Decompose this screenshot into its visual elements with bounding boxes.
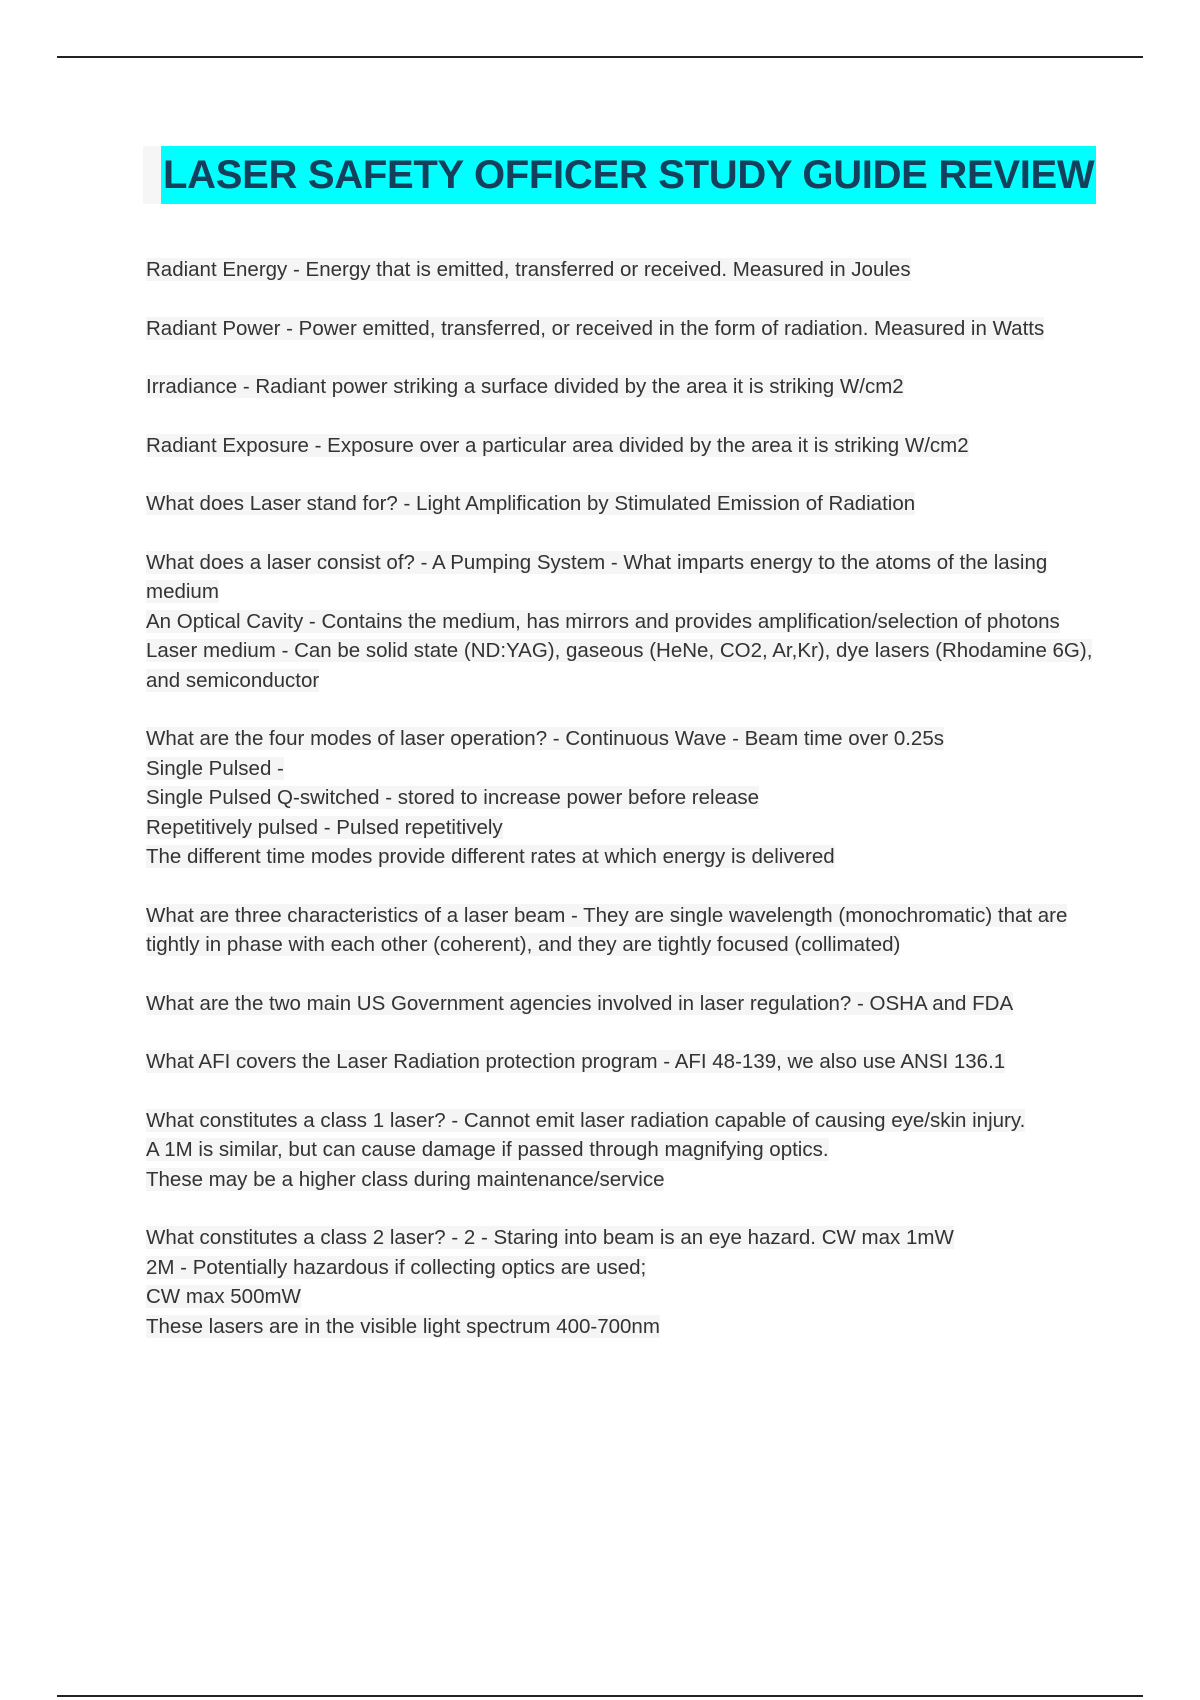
entry-line: Radiant Energy - Energy that is emitted, transferred or received. Measured in Joules [146, 258, 911, 281]
question-beam-characteristics [146, 901, 1096, 960]
bottom-rule [57, 1695, 1143, 1697]
entry-line: What are the four modes of laser operation? - Continuous Wave - Beam time over 0.25s [146, 727, 944, 750]
entry-line: What are the two main US Government agencies involved in laser regulation? - OSHA and FDA [146, 991, 1014, 1015]
question-laser-acronym [146, 489, 1096, 519]
entry-line: An Optical Cavity - Contains the medium, has mirrors and provides amplification/selection of photons [146, 609, 1060, 633]
entry-line: What does Laser stand for? - Light Amplification by Stimulated Emission of Radiation [146, 492, 916, 515]
definition-irradiance [146, 372, 1096, 402]
entry-line: Irradiance - Radiant power striking a surface divided by the area it is striking W/cm2 [146, 375, 904, 398]
entry-line: Single Pulsed Q-switched - stored to increase power before release [146, 786, 760, 809]
question-government-agencies [146, 989, 1096, 1019]
entry-line: Laser medium - Can be solid state (ND:YAG), gaseous (HeNe, CO2, Ar,Kr), dye lasers (Rhodamine 6G), and semiconductor [146, 639, 1093, 692]
question-laser-components [146, 548, 1096, 696]
top-rule [57, 56, 1143, 58]
entry-line: What constitutes a class 2 laser? - 2 - Staring into beam is an eye hazard. CW max 1mW [146, 1226, 954, 1249]
question-afi-program [146, 1047, 1096, 1077]
entry-line: Repetitively pulsed - Pulsed repetitively [146, 815, 503, 839]
entry-line: What are three characteristics of a laser beam - They are single wavelength (monochromatic) that are tightly in phase with each other (coherent), and they are tightly focused (collimated) [146, 903, 1068, 956]
entry-line: These may be a higher class during maintenance/service [146, 1167, 665, 1191]
entry-line: Radiant Power - Power emitted, transferred, or received in the form of radiation. Measured in Watts [146, 316, 1045, 340]
entry-line: What AFI covers the Laser Radiation protection program - AFI 48-139, we also use ANSI 136.1 [146, 1050, 1006, 1073]
entry-line: The different time modes provide different rates at which energy is delivered [146, 845, 835, 868]
entry-line: CW max 500mW [146, 1285, 301, 1308]
definition-radiant-energy [146, 255, 1096, 285]
entry-line: Radiant Exposure - Exposure over a particular area divided by the area it is striking W/cm2 [146, 433, 969, 457]
document-body [146, 255, 1096, 1370]
question-class-1-laser [146, 1106, 1096, 1195]
entry-line: A 1M is similar, but can cause damage if passed through magnifying optics. [146, 1138, 829, 1161]
entry-line: Single Pulsed - [146, 756, 284, 780]
definition-radiant-exposure [146, 431, 1096, 461]
entry-line: What does a laser consist of? - A Pumping System - What imparts energy to the atoms of the lasing medium [146, 550, 1048, 603]
entry-line: 2M - Potentially hazardous if collecting optics are used; [146, 1255, 647, 1279]
entry-line: What constitutes a class 1 laser? - Cannot emit laser radiation capable of causing eye/skin injury. [146, 1108, 1026, 1132]
page-title: LASER SAFETY OFFICER STUDY GUIDE REVIEW [161, 146, 1096, 204]
question-laser-modes [146, 724, 1096, 872]
entry-line: These lasers are in the visible light spectrum 400-700nm [146, 1314, 660, 1338]
definition-radiant-power [146, 314, 1096, 344]
question-class-2-laser [146, 1223, 1096, 1341]
